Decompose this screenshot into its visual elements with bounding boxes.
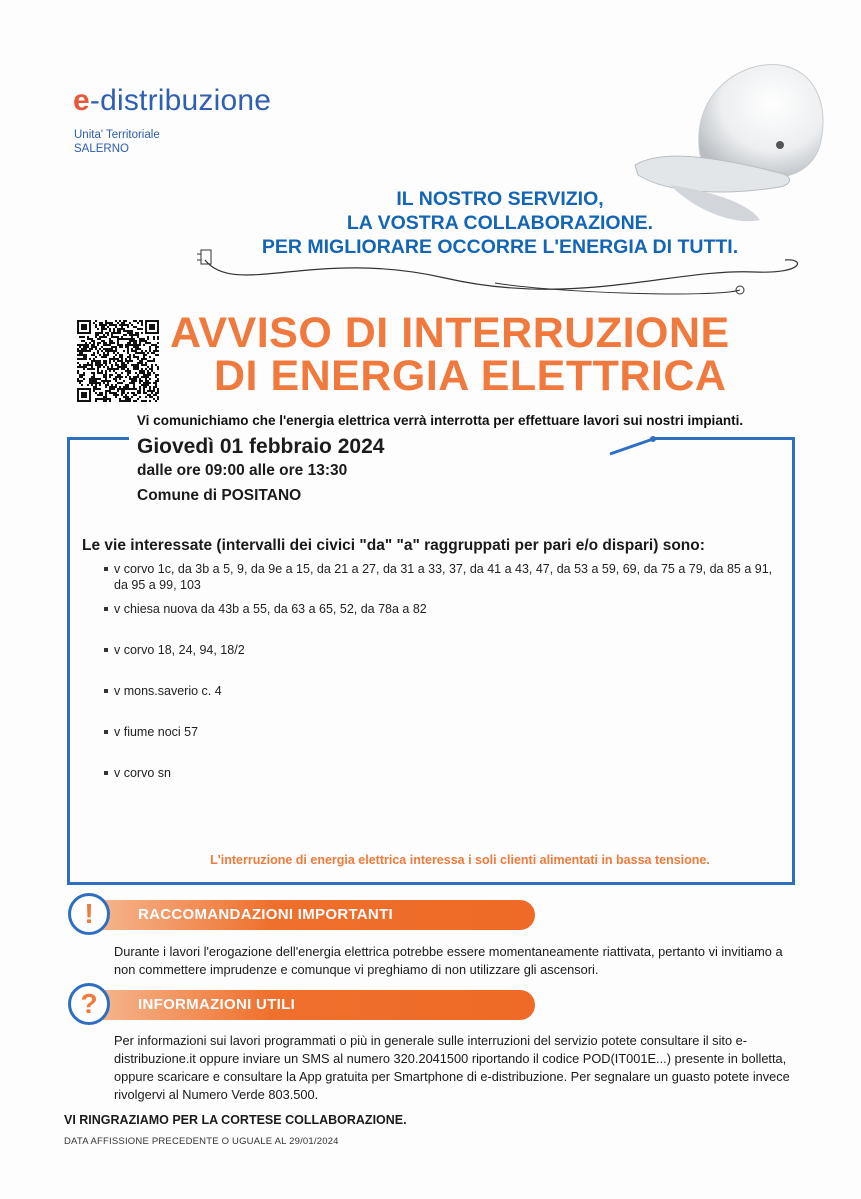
unit-city: SALERNO [74, 143, 129, 155]
unit-label: Unita' Territoriale [74, 129, 160, 141]
frame-top-right [652, 437, 795, 440]
interruption-hours: dalle ore 09:00 alle ore 13:30 [137, 462, 348, 479]
question-icon: ? [68, 983, 110, 1025]
informazioni-text: Per informazioni sui lavori programmati o più in generale sulle interruzioni del servizio potete consultare il sito e-distribuzione.it oppure inviare un SMS al numero 320.2041500 riportando il codice POD(IT001E...) presente in bolletta, oppure scaricare e consultare la App gratuita per Smartphone di e-distribuzione. Per segnalare un guasto potete invece rivolgervi al Numero Verde 803.500. [114, 1033, 790, 1102]
title-line-2: DI ENERGIA ELETTRICA [214, 352, 727, 400]
streets-heading: Le vie interessate (intervalli dei civici "da" "a" raggruppati per pari e/o dispari) sono: [82, 537, 705, 554]
list-item: v corvo 18, 24, 94, 18/2 [104, 642, 784, 658]
affissione-date: DATA AFFISSIONE PRECEDENTE O UGUALE AL 29/01/2024 [64, 1136, 339, 1147]
title-line-1: AVVISO DI INTERRUZIONE [170, 309, 730, 357]
thanks-line: VI RINGRAZIAMO PER LA CORTESE COLLABORAZIONE. [64, 1113, 407, 1127]
list-item: v corvo sn [104, 765, 784, 781]
e-distribuzione-logo: e-distribuzione [73, 84, 272, 117]
qr-code [77, 320, 159, 402]
slogan-line-1: IL NOSTRO SERVIZIO, [396, 188, 604, 210]
intro-text: Vi comunichiamo che l'energia elettrica verrà interrotta per effettuare lavori sui nostri impianti. [136, 413, 744, 428]
frame-corner-stroke [605, 432, 665, 462]
comune: Comune di POSITANO [137, 487, 302, 504]
notice-title [170, 309, 830, 400]
bassa-tensione-note: L'interruzione di energia elettrica interessa i soli clienti alimentati in bassa tensione. [210, 853, 710, 867]
slogan-line-3: PER MIGLIORARE OCCORRE L'ENERGIA DI TUTTI. [261, 236, 739, 258]
list-item: v chiesa nuova da 43b a 55, da 63 a 65, 52, da 78a a 82 [104, 601, 784, 617]
interruption-date: Giovedì 01 febbraio 2024 [137, 435, 385, 458]
exclamation-icon: ! [68, 893, 110, 935]
raccomandazioni-text: Durante i lavori l'erogazione dell'energia elettrica potrebbe essere momentaneamente riattivata, pertanto vi invitiamo a non commettere imprudenze e comunque vi preghiamo di non utilizzare gli ascensori. [114, 944, 783, 977]
list-item: v corvo 1c, da 3b a 5, 9, da 9e a 15, da 21 a 27, da 31 a 33, 37, da 41 a 43, 47, da 53 a 59, 69, da 75 a 79, da 85 a 91, da 95 a 99, 103 [104, 561, 784, 593]
list-item: v fiume noci 57 [104, 724, 784, 740]
plug-cable-icon [195, 238, 815, 308]
territorial-unit [74, 128, 160, 156]
frame-top-left [67, 437, 129, 440]
slogan-line-2: LA VOSTRA COLLABORAZIONE. [346, 212, 654, 234]
raccomandazioni-heading: RACCOMANDAZIONI IMPORTANTI [100, 900, 535, 930]
informazioni-heading: INFORMAZIONI UTILI [100, 990, 535, 1020]
notice-frame [67, 438, 795, 885]
list-item: v mons.saverio c. 4 [104, 683, 784, 699]
